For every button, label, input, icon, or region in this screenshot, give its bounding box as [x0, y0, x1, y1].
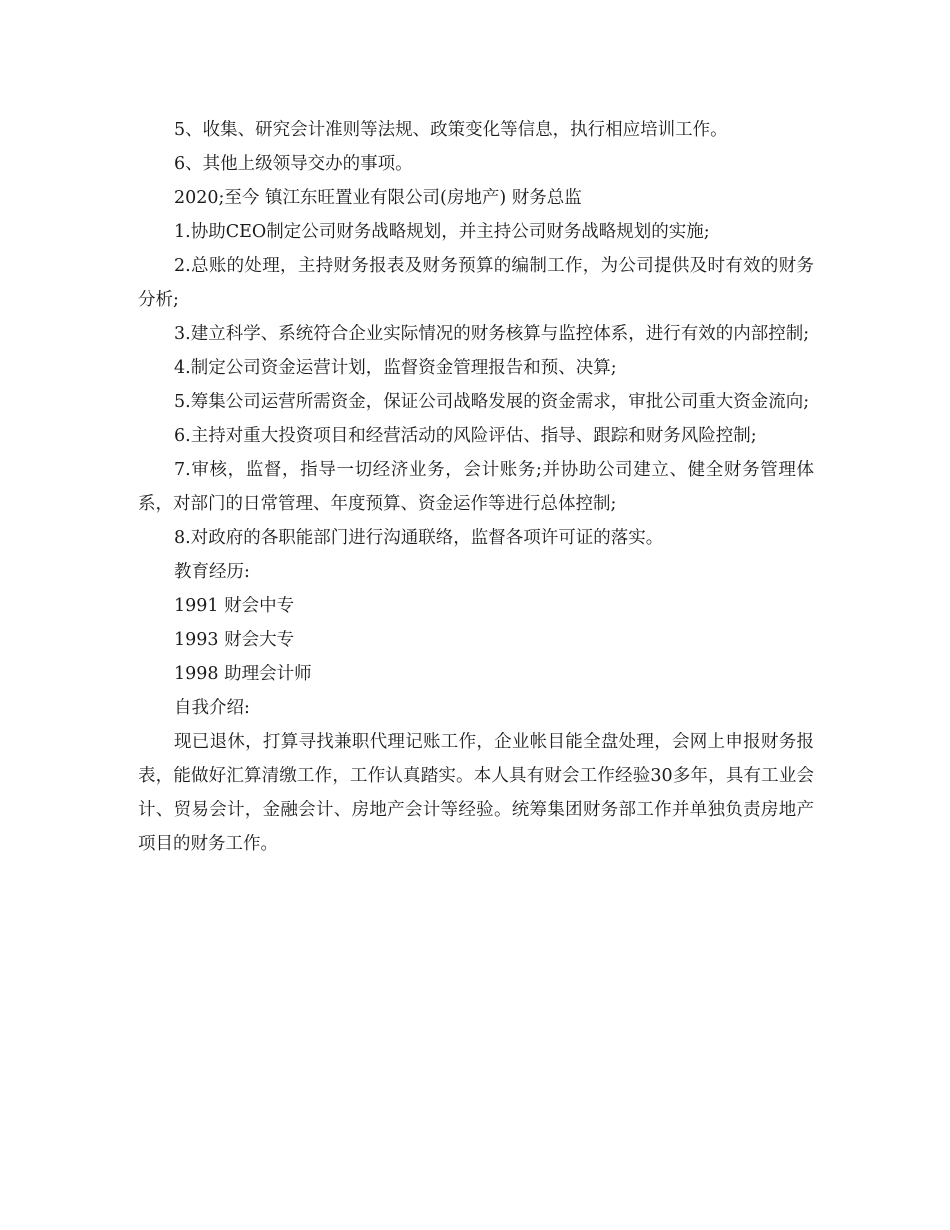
education-item: 1998 助理会计师 [174, 664, 312, 684]
education-item: 1991 财会中专 [174, 596, 295, 616]
job-duty-6: 6.主持对重大投资项目和经营活动的风险评估、指导、跟踪和财务风险控制; [174, 426, 757, 446]
duty-other-assignments: 6、其他上级领导交办的事项。 [174, 154, 413, 174]
duty-collect-regulations: 5、收集、研究会计准则等法规、政策变化等信息，执行相应培训工作。 [174, 120, 728, 140]
job-duty-4: 4.制定公司资金运营计划，监督资金管理报告和预、决算; [174, 358, 617, 378]
self-intro-text: 现已退休，打算寻找兼职代理记账工作，企业帐目能全盘处理，会网上申报财务报表，能做好汇算清缴工作，工作认真踏实。本人具有财会工作经验30多年，具有工业会计、贸易会计，金融会计、房地产会计等经验。统筹集团财务部工作并单独负责房地产项目的财务工作。 [138, 732, 814, 854]
job-duty-8: 8.对政府的各职能部门进行沟通联络，监督各项许可证的落实。 [174, 528, 664, 548]
document-body [138, 113, 814, 861]
job-duty-7: 7.审核，监督，指导一切经济业务，会计账务;并协助公司建立、健全财务管理体系，对部门的日常管理、年度预算、资金运作等进行总体控制; [138, 460, 814, 514]
education-heading: 教育经历: [174, 562, 250, 582]
job-duty-2: 2.总账的处理，主持财务报表及财务预算的编制工作，为公司提供及时有效的财务分析; [138, 256, 814, 310]
job-duty-3: 3.建立科学、系统符合企业实际情况的财务核算与监控体系，进行有效的内部控制; [174, 324, 810, 344]
job-entry-heading: 2020;至今 镇江东旺置业有限公司(房地产) 财务总监 [174, 188, 582, 208]
job-duty-5: 5.筹集公司运营所需资金，保证公司战略发展的资金需求，审批公司重大资金流向; [174, 392, 810, 412]
job-duty-1: 1.协助CEO制定公司财务战略规划，并主持公司财务战略规划的实施; [174, 222, 710, 242]
self-intro-heading: 自我介绍: [174, 698, 250, 718]
education-item: 1993 财会大专 [174, 630, 295, 650]
